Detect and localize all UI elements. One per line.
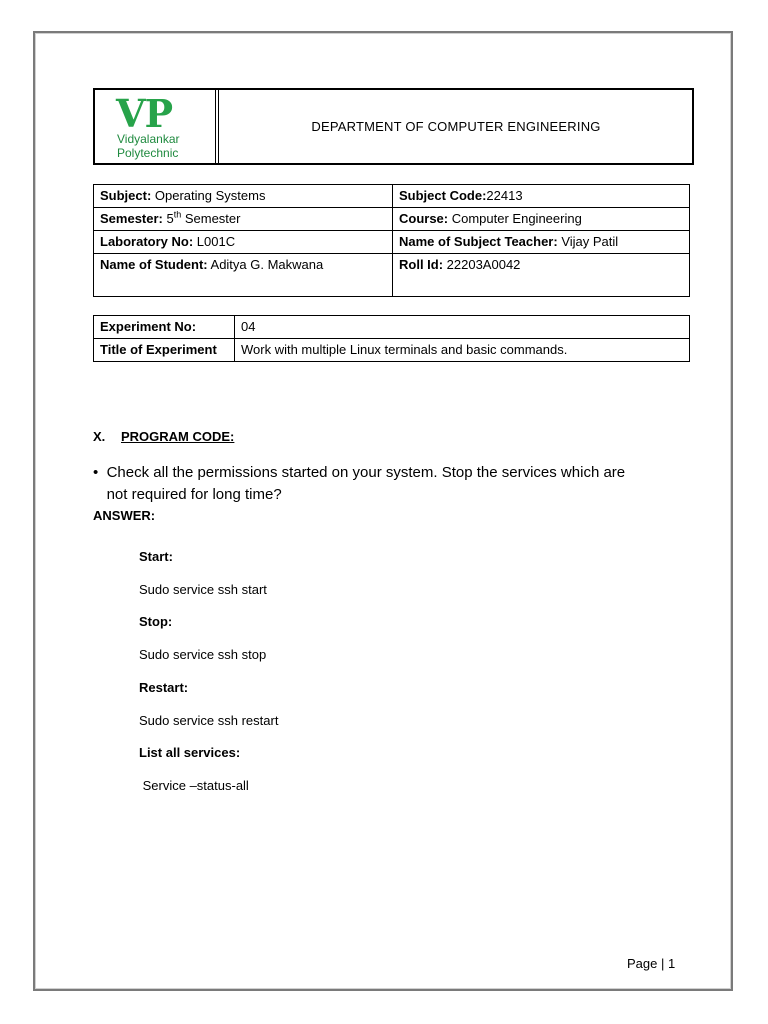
- course-cell: Course: Computer Engineering: [393, 208, 690, 231]
- table-row: [94, 208, 690, 231]
- lab-cell: Laboratory No: L001C: [94, 231, 393, 254]
- section-number: X.: [93, 429, 106, 444]
- bullet-icon: •: [93, 464, 99, 481]
- experiment-title-label: Title of Experiment: [94, 339, 235, 362]
- experiment-no-label: Experiment No:: [94, 316, 235, 339]
- document-header: [93, 88, 694, 165]
- stop-command: Sudo service ssh stop: [139, 647, 267, 662]
- list-services-label: List all services:: [139, 745, 241, 760]
- question-text: Check all the permissions started on your system. Stop the services which are not required for long time?: [106, 464, 626, 503]
- logo-letters: VP: [116, 91, 173, 136]
- student-cell: Name of Student: Aditya G. Makwana: [94, 254, 393, 297]
- stop-label: Stop:: [139, 614, 173, 629]
- list-services-command: Service –status-all: [139, 778, 249, 793]
- subject-cell: Subject: Operating Systems: [94, 185, 393, 208]
- subject-code-cell: Subject Code:22413: [393, 185, 690, 208]
- department-title: DEPARTMENT OF COMPUTER ENGINEERING: [218, 89, 693, 164]
- logo-line-2: Polytechnic: [117, 146, 179, 160]
- answer-label: ANSWER:: [93, 508, 156, 523]
- logo-line-1: Vidyalankar: [117, 132, 180, 146]
- table-row: [94, 185, 690, 208]
- experiment-table: [93, 315, 690, 362]
- table-row: [94, 339, 690, 362]
- experiment-title-value: Work with multiple Linux terminals and basic commands.: [235, 339, 690, 362]
- restart-command: Sudo service ssh restart: [139, 713, 279, 728]
- experiment-no-value: 04: [235, 316, 690, 339]
- start-label: Start:: [139, 549, 173, 564]
- table-row: [94, 254, 690, 297]
- restart-label: Restart:: [139, 680, 189, 695]
- table-row: [94, 316, 690, 339]
- teacher-cell: Name of Subject Teacher: Vijay Patil: [393, 231, 690, 254]
- section-heading: [93, 429, 234, 444]
- roll-cell: Roll Id: 22203A0042: [393, 254, 690, 297]
- section-title: PROGRAM CODE:: [121, 429, 235, 444]
- semester-cell: Semester: 5th Semester: [94, 208, 393, 231]
- subject-info-table: [93, 184, 690, 297]
- question-item: [93, 462, 633, 506]
- institute-logo: [94, 89, 216, 164]
- start-command: Sudo service ssh start: [139, 582, 267, 597]
- page-number: Page | 1: [627, 956, 676, 971]
- table-row: [94, 231, 690, 254]
